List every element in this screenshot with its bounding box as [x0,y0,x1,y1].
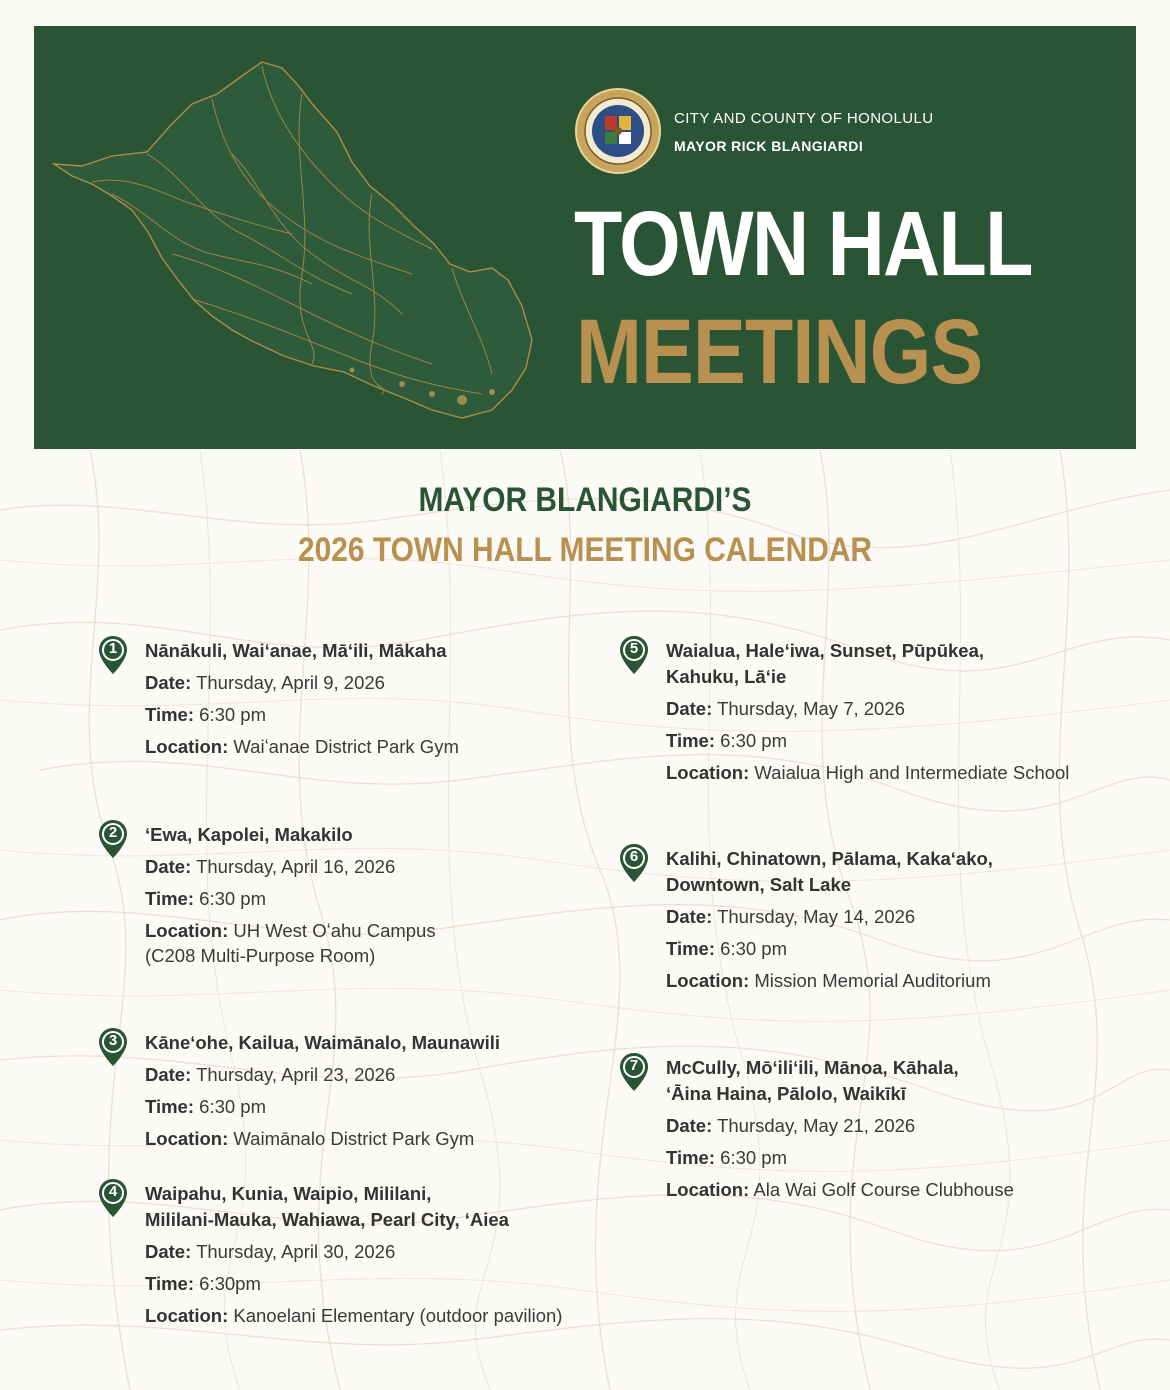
meeting-date: Thursday, April 9, 2026 [196,672,385,693]
date-label: Date: [145,1064,192,1085]
date-label: Date: [666,906,713,927]
meeting-time: 6:30 pm [720,1147,788,1168]
location-pin-icon [98,1027,128,1067]
pin-number: 2 [108,824,118,841]
meeting-date: Thursday, April 30, 2026 [196,1241,396,1262]
meeting-2 [108,822,436,968]
meeting-area-line2: Mililani-Mauka, Wahiawa, Pearl City, ʻAiea [145,1209,509,1230]
time-label: Time: [666,730,716,751]
time-label: Time: [145,1096,195,1117]
header-banner [34,26,1136,449]
meeting-6 [629,846,993,1000]
meeting-time: 6:30 pm [199,704,267,725]
pin-number: 4 [108,1183,118,1200]
pin-number: 3 [108,1032,118,1049]
meeting-location: Ala Wai Golf Course Clubhouse [753,1179,1014,1200]
time-label: Time: [145,704,195,725]
meeting-location: Waimānalo District Park Gym [233,1128,475,1149]
time-label: Time: [145,888,195,909]
city-county-seal-icon [575,88,661,174]
meeting-7 [629,1055,1014,1209]
meeting-location: UH West Oʻahu Campus [233,920,436,941]
meeting-date: Thursday, April 16, 2026 [196,856,396,877]
location-pin-icon [98,819,128,859]
location-label: Location: [145,920,229,941]
location-pin-icon [619,843,649,883]
meeting-location: Mission Memorial Auditorium [754,970,991,991]
pin-number: 5 [629,640,639,657]
meeting-time: 6:30 pm [199,1096,267,1117]
meeting-time: 6:30pm [199,1273,261,1294]
pin-number: 1 [108,640,118,657]
time-label: Time: [666,1147,716,1168]
meeting-area-line1: McCully, Mōʻiliʻili, Mānoa, Kāhala, [666,1057,959,1078]
meeting-date: Thursday, May 14, 2026 [717,906,916,927]
meeting-area-line1: Waialua, Haleʻiwa, Sunset, Pūpūkea, [666,640,985,661]
calendar-subheading: 2026 TOWN HALL MEETING CALENDAR [297,531,873,569]
pin-number: 6 [629,848,639,865]
meeting-location: Kanoelani Elementary (outdoor pavilion) [233,1305,563,1326]
meeting-area-line1: Waipahu, Kunia, Waipio, Mililani, [145,1183,432,1204]
pin-number: 7 [629,1057,639,1074]
meeting-area-line2: Downtown, Salt Lake [666,874,852,895]
meeting-1 [108,638,459,766]
location-label: Location: [666,970,750,991]
meeting-area: ʻEwa, Kapolei, Makakilo [145,824,353,845]
meeting-area-line1: Kalihi, Chinatown, Pālama, Kakaʻako, [666,848,993,869]
title-meetings: MEETINGS [576,301,983,403]
meeting-time: 6:30 pm [720,938,788,959]
location-label: Location: [666,762,750,783]
location-pin-icon [619,1052,649,1092]
meeting-location: Waialua High and Intermediate School [754,762,1070,783]
location-pin-icon [619,635,649,675]
org-name: CITY AND COUNTY OF HONOLULU [674,110,934,127]
meeting-time: 6:30 pm [720,730,788,751]
time-label: Time: [666,938,716,959]
oahu-map-icon [52,54,534,424]
location-label: Location: [666,1179,750,1200]
location-pin-icon [98,635,128,675]
meeting-location: Waiʻanae District Park Gym [233,736,459,757]
title-town-hall: TOWN HALL [574,193,1032,295]
meeting-area-line2: Kahuku, Lāʻie [666,666,787,687]
meeting-area-line2: ʻĀina Haina, Pālolo, Waikīkī [666,1083,906,1104]
meeting-date: Thursday, May 21, 2026 [717,1115,916,1136]
time-label: Time: [145,1273,195,1294]
location-label: Location: [145,1128,229,1149]
date-label: Date: [666,698,713,719]
meeting-location-detail: (C208 Multi-Purpose Room) [145,945,376,966]
meeting-4 [108,1181,563,1335]
meeting-date: Thursday, April 23, 2026 [196,1064,396,1085]
date-label: Date: [145,856,192,877]
location-label: Location: [145,1305,229,1326]
meeting-area: Kāneʻohe, Kailua, Waimānalo, Maunawili [145,1032,500,1053]
date-label: Date: [145,672,192,693]
date-label: Date: [145,1241,192,1262]
date-label: Date: [666,1115,713,1136]
meeting-3 [108,1030,500,1158]
mayor-name: MAYOR RICK BLANGIARDI [674,138,864,154]
location-label: Location: [145,736,229,757]
meeting-area: Nānākuli, Waiʻanae, Māʻili, Mākaha [145,640,447,661]
location-pin-icon [98,1178,128,1218]
meeting-date: Thursday, May 7, 2026 [717,698,905,719]
calendar-heading: MAYOR BLANGIARDI’S [418,481,752,519]
meeting-5 [629,638,1070,792]
meeting-time: 6:30 pm [199,888,267,909]
